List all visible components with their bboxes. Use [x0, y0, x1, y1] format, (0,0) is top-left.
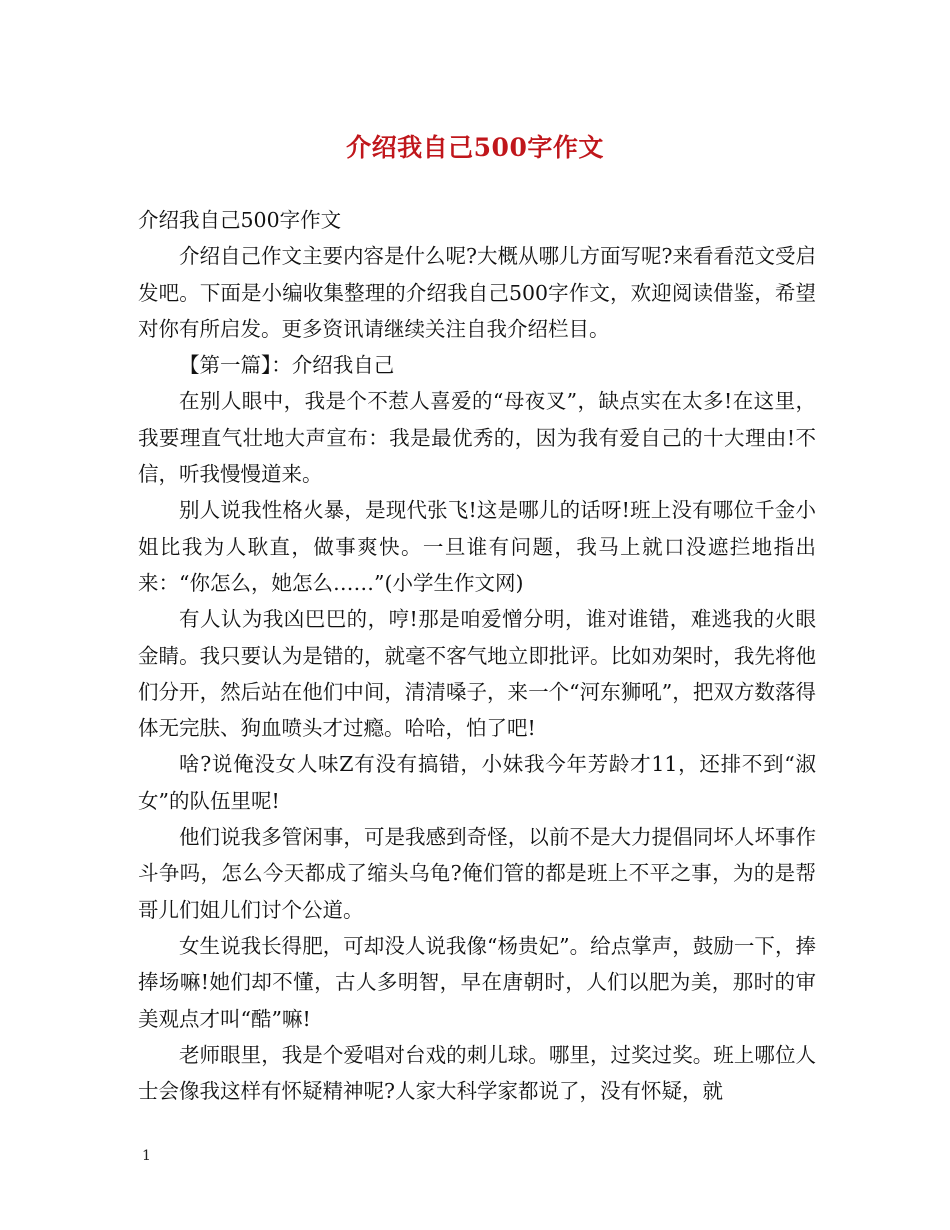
- document-body: [138, 202, 816, 1109]
- paragraph-intro: 介绍自己作文主要内容是什么呢?大概从哪儿方面写呢?来看看范文受启发吧。下面是小编收集整理的介绍我自己500字作文，欢迎阅读借鉴，希望对你有所启发。更多资讯请继续关注自我介绍栏目。: [138, 244, 816, 341]
- paragraph: 老师眼里，我是个爱唱对台戏的刺儿球。哪里，过奖过奖。班上哪位人士会像我这样有怀疑精神呢?人家大科学家都说了，没有怀疑，就: [138, 1042, 816, 1104]
- document-title: 介绍我自己500字作文: [346, 133, 604, 162]
- paragraph: 女生说我长得肥，可却没人说我像“杨贵妃”。给点掌声，鼓励一下，捧捧场嘛!她们却不懂，古人多明智，早在唐朝时，人们以肥为美，那时的审美观点才叫“酷”嘛!: [138, 933, 816, 1031]
- paragraph: 他们说我多管闲事，可是我感到奇怪，以前不是大力提倡同坏人坏事作斗争吗，怎么今天都成了缩头乌龟?俺们管的都是班上不平之事，为的是帮哥儿们姐儿们讨个公道。: [138, 825, 816, 922]
- section-heading: 【第一篇】：介绍我自己: [179, 353, 395, 378]
- page-number: 1: [142, 1148, 151, 1164]
- paragraph: 有人认为我凶巴巴的，哼!那是咱爱憎分明，谁对谁错，难逃我的火眼金睛。我只要认为是错的，就毫不客气地立即批评。比如劝架时，我先将他们分开，然后站在他们中间，清清嗓子，来一个“河东狮吼”，把双方数落得体无完肤、狗血喷头才过瘾。哈哈，怕了吧!: [138, 607, 816, 741]
- paragraph: 别人说我性格火暴，是现代张飞!这是哪儿的话呀!班上没有哪位千金小姐比我为人耿直，做事爽快。一旦谁有问题，我马上就口没遮拦地指出来：“你怎么，她怎么……”(小学生作文网): [138, 498, 816, 595]
- paragraph: 啥?说俺没女人味Z有没有搞错，小妹我今年芳龄才11，还排不到“淑女”的队伍里呢!: [138, 752, 816, 813]
- paragraph: 在别人眼中，我是个不惹人喜爱的“母夜叉”，缺点实在太多!在这里，我要理直气壮地大声宣布：我是最优秀的，因为我有爱自己的十大理由!不信，听我慢慢道来。: [138, 389, 816, 487]
- document-subtitle: 介绍我自己500字作文: [138, 208, 342, 232]
